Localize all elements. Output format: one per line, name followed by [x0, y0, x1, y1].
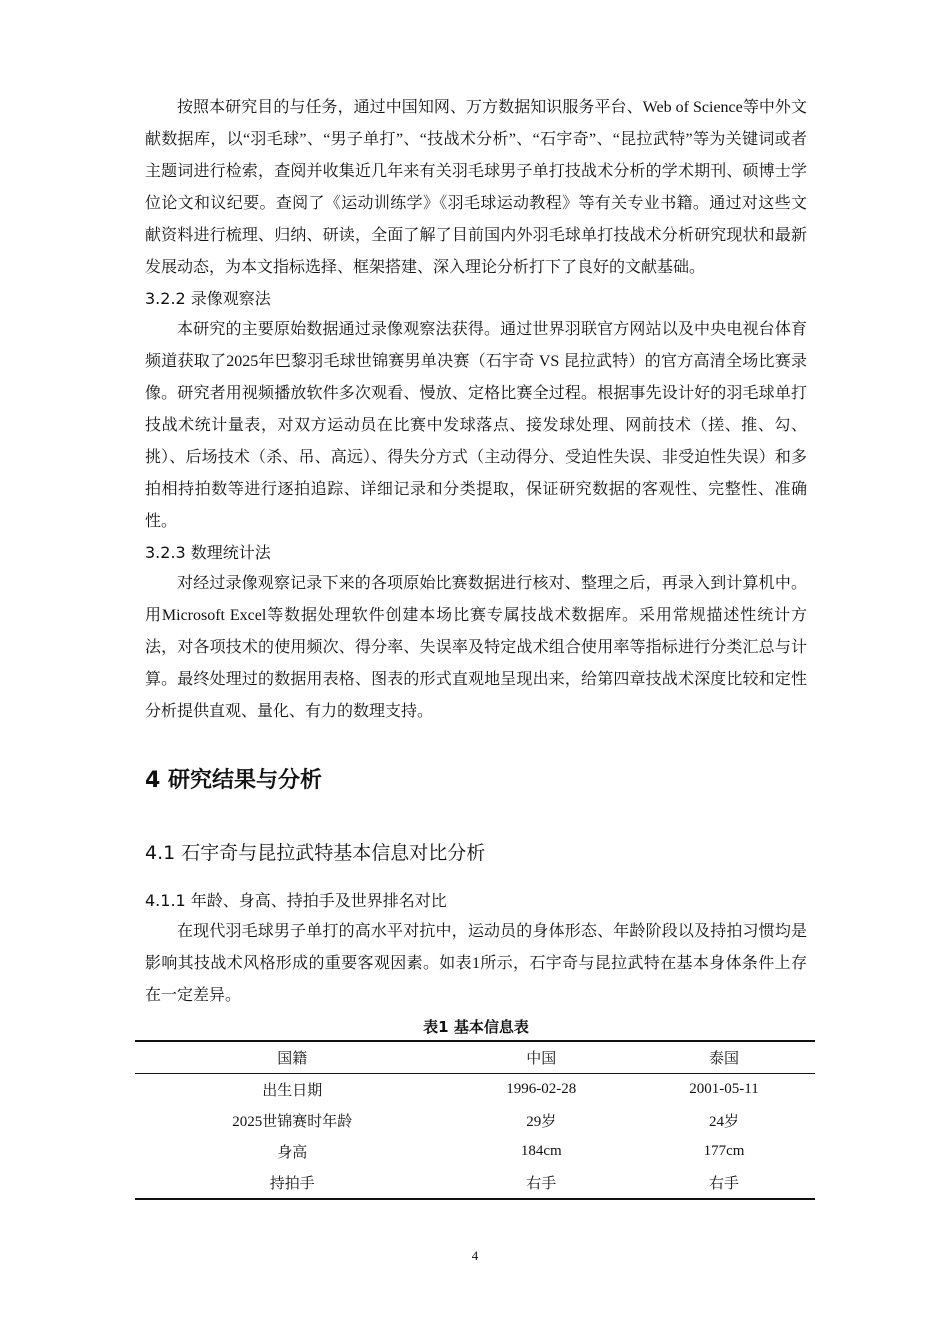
- paragraph-basic-info: 在现代羽毛球男子单打的高水平对抗中，运动员的身体形态、年龄阶段以及持拍习惯均是影响其技战术风格形成的重要客观因素。如表1所示，石宇奇与昆拉武特在基本身体条件上存在一定差异。: [145, 923, 807, 1004]
- table-header-cell: 国籍: [277, 1051, 308, 1067]
- table-header-row: [135, 1041, 815, 1074]
- page-body: [145, 92, 807, 1038]
- chapter-4-title: 4 研究结果与分析: [145, 768, 322, 793]
- table-cell: 右手: [708, 1176, 739, 1192]
- paragraph-statistics: 对经过录像观察记录下来的各项原始比赛数据进行核对、整理之后，再录入到计算机中。用Microsoft Excel等数据处理软件创建本场比赛专属技战术数据库。采用常规描述性统计方法，对各项技术的使用频次、得分率、失误率及特定战术组合使用率等指标进行分类汇总与计算。最终处理过的数据用表格、图表的形式直观地呈现出来，给第四章技战术深度比较和定性分析提供直观、量化、有力的数理支持。: [145, 575, 807, 720]
- table-cell: 184cm: [520, 1143, 562, 1159]
- table-row: [135, 1074, 815, 1106]
- table-caption: 表1 基本信息表: [423, 1018, 529, 1036]
- page-number: 4: [471, 1248, 479, 1263]
- basic-info-table: [135, 1040, 815, 1200]
- heading-3-2-2: 3.2.2 录像观察法: [145, 289, 271, 308]
- table-row: [135, 1105, 815, 1136]
- paragraph-literature-method: 按照本研究目的与任务，通过中国知网、万方数据知识服务平台、Web of Science等中外文献数据库，以“羽毛球”、“男子单打”、“技战术分析”、“石宇奇”、“昆拉武特”等为关键词或者主题词进行检索，查阅并收集近几年来有关羽毛球男子单打技战术分析的学术期刊、硕博士学位论文和议纪要。查阅了《运动训练学》《羽毛球运动教程》等有关专业书籍。通过对这些文献资料进行梳理、归纳、研读，全面了解了目前国内外羽毛球单打技战术分析研究现状和最新发展动态，为本文指标选择、框架搭建、深入理论分析打下了良好的文献基础。: [145, 99, 807, 276]
- table-cell: 177cm: [703, 1143, 745, 1159]
- paragraph-video-observation: 本研究的主要原始数据通过录像观察法获得。通过世界羽联官方网站以及中央电视台体育频道获取了2025年巴黎羽毛球世锦赛男单决赛（石宇奇 VS 昆拉武特）的官方高清全场比赛录像。研究者用视频播放软件多次观看、慢放、定格比赛全过程。根据事先设计好的羽毛球单打技战术统计量表，对双方运动员在比赛中发球落点、接发球处理、网前技术（搓、推、勾、挑）、后场技术（杀、吊、高远）、得失分方式（主动得分、受迫性失误、非受迫性失误）和多拍相持拍数等进行逐拍追踪、详细记录和分类提取，保证研究数据的客观性、完整性、准确性。: [145, 321, 807, 530]
- table-cell: 24岁: [708, 1114, 739, 1130]
- heading-3-2-3: 3.2.3 数理统计法: [145, 543, 271, 562]
- table-header-cell: 中国: [526, 1051, 557, 1067]
- table-cell: 身高: [277, 1145, 308, 1161]
- heading-4-1: 4.1 石宇奇与昆拉武特基本信息对比分析: [145, 842, 486, 864]
- table-header-cell: 泰国: [708, 1051, 739, 1067]
- table-row: [135, 1136, 815, 1167]
- table-cell: 1996-02-28: [506, 1081, 577, 1097]
- table-cell: 出生日期: [262, 1083, 323, 1099]
- table-cell: 2025世锦赛时年龄: [232, 1114, 353, 1130]
- table-cell: 29岁: [526, 1114, 557, 1130]
- table-cell: 右手: [526, 1176, 557, 1192]
- table-cell: 持拍手: [269, 1176, 315, 1192]
- table-row: [135, 1167, 815, 1199]
- table-cell: 2001-05-11: [689, 1081, 759, 1097]
- heading-4-1-1: 4.1.1 年龄、身高、持拍手及世界排名对比: [145, 891, 447, 910]
